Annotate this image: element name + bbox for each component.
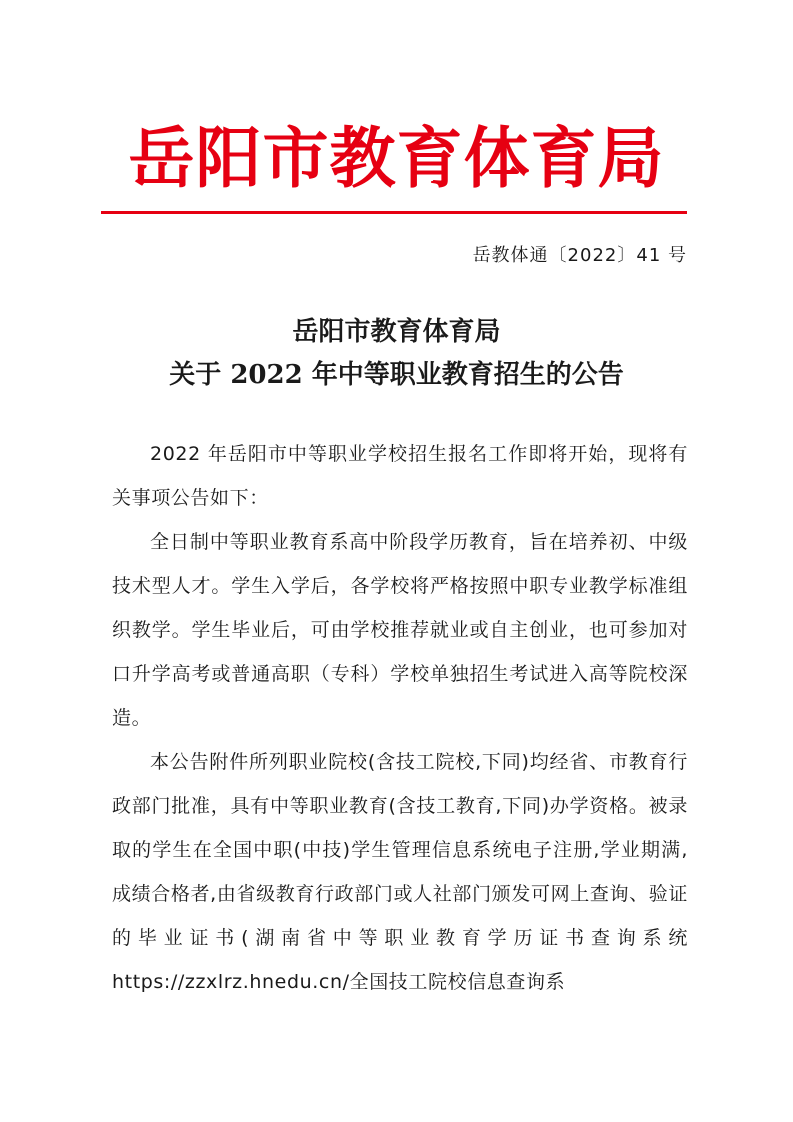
document-body (112, 432, 688, 1004)
paragraph-school-qualification: 本公告附件所列职业院校(含技工院校,下同)均经省、市教育行政部门批准，具有中等职业教育(含技工教育,下同)办学资格。被录取的学生在全国中职(中技)学生管理信息系统电子注册,学业期满,成绩合格者,由省级教育行政部门或人社部门颁发可网上查询、验证的毕业证书(湖南省中等职业教育学历证书查询系统 https://zzxlrz.hnedu.cn/全国技工院校信息查询系 (112, 751, 688, 993)
document-title-line-2: 关于 2022 年中等职业教育招生的公告 (169, 360, 624, 390)
red-divider-line (101, 211, 687, 214)
masthead-org-name: 岳阳市教育体育局 (128, 119, 665, 197)
document-number: 岳教体通〔2022〕41 号 (472, 245, 687, 266)
document-title-line-1: 岳阳市教育体育局 (292, 317, 501, 347)
paragraph-education-description: 全日制中等职业教育系高中阶段学历教育，旨在培养初、中级技术型人才。学生入学后，各学校将严格按照中职专业教学标准组织教学。学生毕业后，可由学校推荐就业或自主创业，也可参加对口升学高考或普通高职（专科）学校单独招生考试进入高等院校深造。 (112, 531, 688, 729)
paragraph-intro: 2022 年岳阳市中等职业学校招生报名工作即将开始，现将有关事项公告如下： (112, 443, 688, 509)
